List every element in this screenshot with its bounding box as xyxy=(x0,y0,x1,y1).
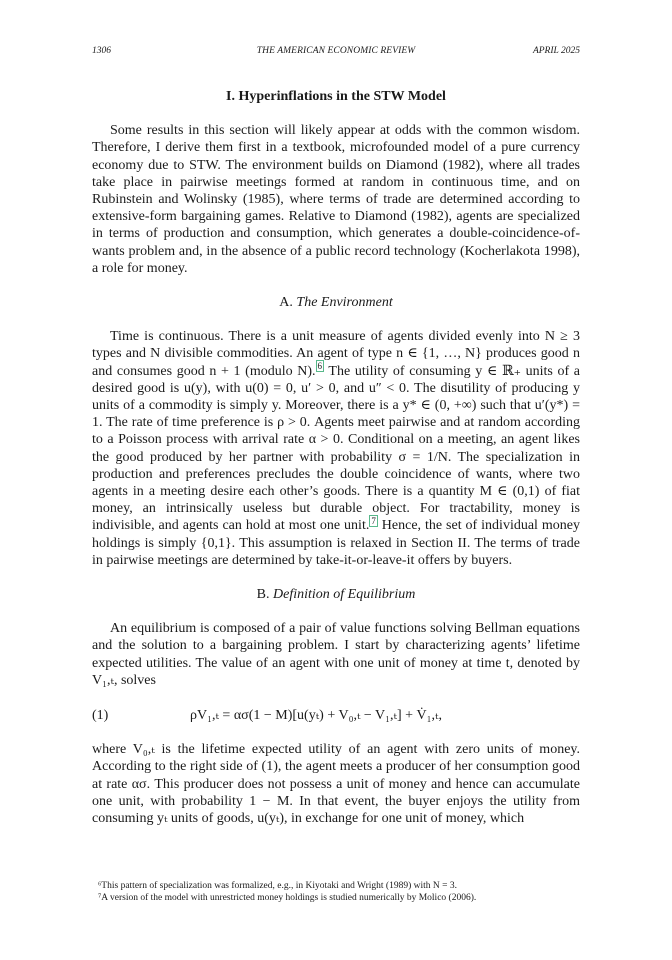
environment-text-3: Hence, the set of individual money holdings is simply {0,1}. This assumption is relaxed in Section II. The terms of trade in pairwise meetings are determined by take-it-or-leave-it offers by buyers. xyxy=(92,518,580,568)
bellman-equation: ρV₁,ₜ = ασ(1 − M)[u(yₜ) + V₀,ₜ − V₁,ₜ] + V̇₁,ₜ, xyxy=(190,708,442,724)
section-title: I. Hyperinflations in the STW Model xyxy=(226,89,446,104)
footnote-marker-6[interactable]: 6 xyxy=(317,360,323,371)
environment-paragraph xyxy=(92,328,580,569)
subsection-b-letter: B. xyxy=(256,587,270,603)
footnote-7: ⁷A version of the model with unrestricted money holdings is studied numerically by Molico (2006). xyxy=(98,893,477,903)
section-intro-paragraph: Some results in this section will likely appear at odds with the common wisdom. Therefore, I derive them first in a textbook, microfounded model of a pure currency economy due to STW. The environment builds on Diamond (1982), where all trades take place in pairwise meetings formed at random in continuous time, and on Rubinstein and Wolinsky (1985), where terms of trade are determined according to extensive-form bargaining games. Relative to Diamond (1982), agents are specialized in terms of production and consumption, which generates a double-coincidence-of-wants problem and, in the absence of a public record technology (Kocherlakota 1998), a role for money. xyxy=(92,123,580,276)
subsection-a-letter: A. xyxy=(279,295,293,311)
equation-number: (1) xyxy=(92,708,109,724)
running-head xyxy=(92,46,580,62)
page-number: 1306 xyxy=(92,46,111,56)
equation-explanation-paragraph: where V₀,ₜ is the lifetime expected utility of an agent with zero units of money. According to the right side of (1), the agent meets a producer of her consumption good at rate ασ. This producer does not possess a unit of money and hence can accumulate one unit, with probability 1 − M. In that event, the buyer enjoys the utility from consuming yₜ units of goods, u(yₜ), in exchange for one unit of money, which xyxy=(92,742,580,826)
environment-text-1: Time is continuous. There is a unit measure of agents divided evenly into N ≥ 3 types and N divisible commodities. An agent of type n ∈ {1, …, N} produces good n and consumes good n + 1 (modulo N). xyxy=(92,329,580,379)
footnote-marker-7[interactable]: 7 xyxy=(371,515,376,526)
journal-title: THE AMERICAN ECONOMIC REVIEW xyxy=(256,46,416,56)
article-body xyxy=(92,88,580,827)
subsection-a-heading xyxy=(92,294,580,311)
subsection-b-heading xyxy=(92,586,580,603)
footnotes xyxy=(92,880,580,904)
equation-1 xyxy=(92,699,580,733)
equilibrium-paragraph: An equilibrium is composed of a pair of value functions solving Bellman equations and the solution to a bargaining problem. I start by characterizing agents’ lifetime expected utilities. The value of an agent with one unit of money at time t, denoted by V₁,ₜ, solves xyxy=(92,621,580,688)
subsection-a-title: The Environment xyxy=(296,295,393,311)
footnote-6: ⁶This pattern of specialization was formalized, e.g., in Kiyotaki and Wright (1989) with N = 3. xyxy=(98,881,457,891)
subsection-b-title: Definition of Equilibrium xyxy=(273,587,416,603)
issue-date: APRIL 2025 xyxy=(532,46,580,56)
environment-text-2: The utility of consuming y ∈ ℝ₊ units of a desired good is u(y), with u(0) = 0, u′ > 0, and u″ < 0. The disutility of producing y units of a commodity is simply y. Moreover, there is a y* ∈ (0, +∞) such that u′(y*) = 1. The rate of time preference is ρ > 0. Agents meet pairwise and at random according to a Poisson process with arrival rate α > 0. Conditional on a meeting, an agent likes the good produced by her partner with probability σ = 1/N. The specialization in production and preferences precludes the double coincidence of wants, where two agents in a meeting desire each other’s goods. There is a quantity M ∈ (0,1) of fiat money, an intrinsically useless but durable object. For tractability, money is indivisible, and agents can hold at most one unit. xyxy=(92,363,580,534)
